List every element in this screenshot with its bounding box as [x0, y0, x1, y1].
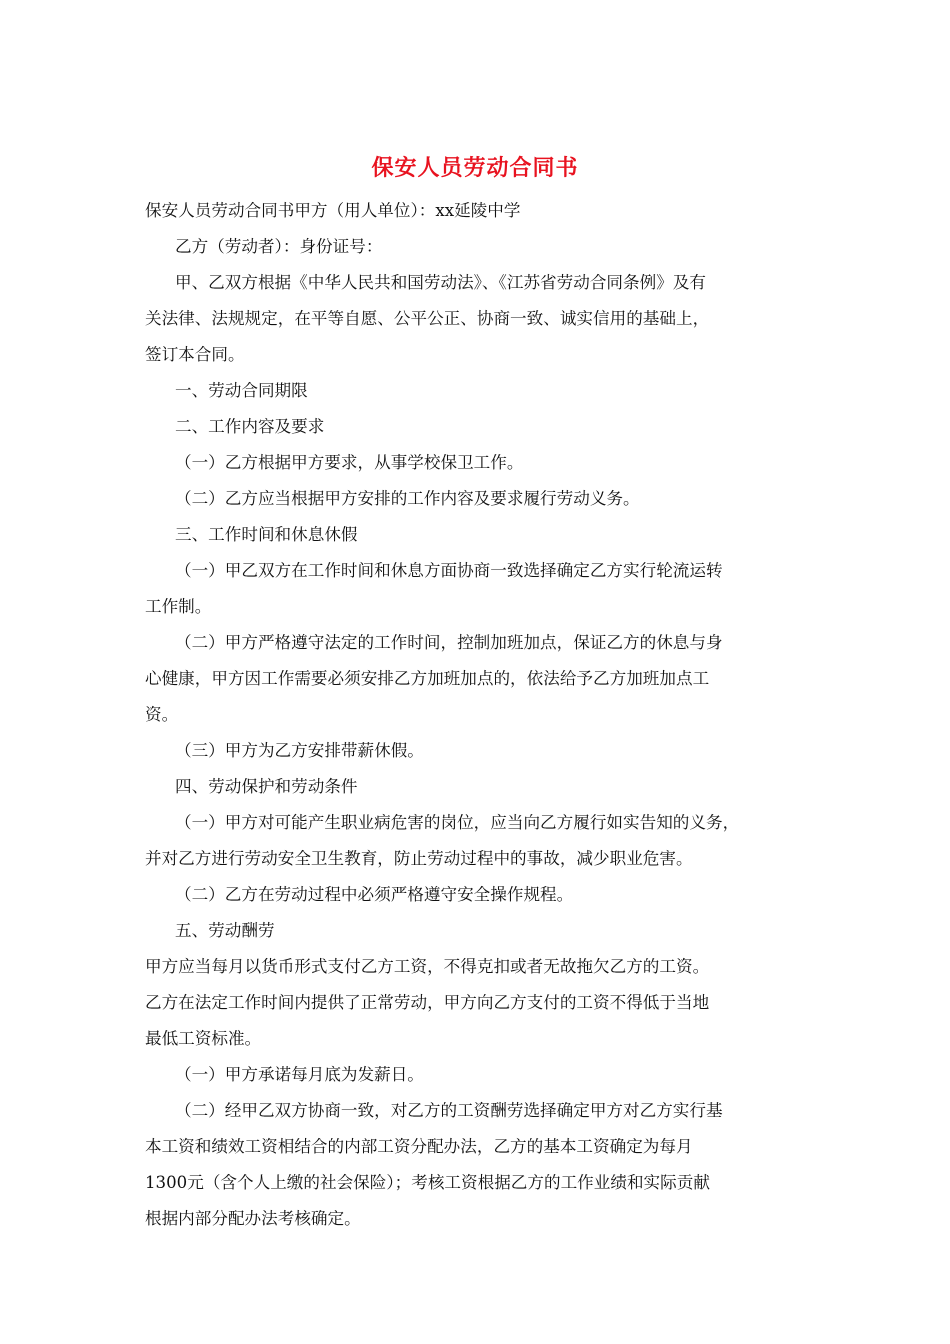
- document-line: （一）甲方对可能产生职业病危害的岗位，应当向乙方履行如实告知的义务，: [175, 813, 740, 832]
- document-line: 工作制。: [145, 597, 212, 616]
- document-line: 最低工资标准。: [145, 1029, 262, 1048]
- document-line: 保安人员劳动合同书甲方（用人单位）：xx延陵中学: [145, 201, 521, 220]
- document-line: 关法律、法规规定，在平等自愿、公平公正、协商一致、诚实信用的基础上，: [145, 309, 710, 328]
- document-line: 四、劳动保护和劳动条件: [175, 777, 358, 796]
- document-line: （二）甲方严格遵守法定的工作时间，控制加班加点，保证乙方的休息与身: [175, 633, 723, 652]
- document-line: 根据内部分配办法考核确定。: [145, 1209, 361, 1228]
- document-line: （二）经甲乙双方协商一致，对乙方的工资酬劳选择确定甲方对乙方实行基: [175, 1101, 723, 1120]
- document-line: （三）甲方为乙方安排带薪休假。: [175, 741, 424, 760]
- document-line: （一）甲乙双方在工作时间和休息方面协商一致选择确定乙方实行轮流运转: [175, 561, 723, 580]
- document-line: 乙方（劳动者）：身份证号：: [175, 237, 383, 256]
- document-title: 保安人员劳动合同书: [371, 155, 579, 181]
- document-body: [145, 193, 810, 1237]
- document-line: （一）乙方根据甲方要求，从事学校保卫工作。: [175, 453, 524, 472]
- document-line: 心健康，甲方因工作需要必须安排乙方加班加点的，依法给予乙方加班加点工: [145, 669, 710, 688]
- document-line: 五、劳动酬劳: [175, 921, 275, 940]
- document-line: 一、劳动合同期限: [175, 381, 308, 400]
- document-line: （二）乙方应当根据甲方安排的工作内容及要求履行劳动义务。: [175, 489, 640, 508]
- document-line: 本工资和绩效工资相结合的内部工资分配办法，乙方的基本工资确定为每月: [145, 1137, 693, 1156]
- document-line: （一）甲方承诺每月底为发薪日。: [175, 1065, 424, 1084]
- document-line: 乙方在法定工作时间内提供了正常劳动，甲方向乙方支付的工资不得低于当地: [145, 993, 710, 1012]
- document-line: 并对乙方进行劳动安全卫生教育，防止劳动过程中的事故，减少职业危害。: [145, 849, 693, 868]
- document-line: 甲、乙双方根据《中华人民共和国劳动法》、《江苏省劳动合同条例》及有: [175, 273, 706, 292]
- document-line: 签订本合同。: [145, 345, 245, 364]
- document-line: 二、工作内容及要求: [175, 417, 325, 436]
- document-line: 三、工作时间和休息休假: [175, 525, 358, 544]
- document-line: （二）乙方在劳动过程中必须严格遵守安全操作规程。: [175, 885, 574, 904]
- document-line: 甲方应当每月以货币形式支付乙方工资，不得克扣或者无故拖欠乙方的工资。: [145, 957, 710, 976]
- document-line: 资。: [145, 705, 179, 724]
- document-line: 1300元（含个人上缴的社会保险）；考核工资根据乙方的工作业绩和实际贡献: [145, 1173, 710, 1192]
